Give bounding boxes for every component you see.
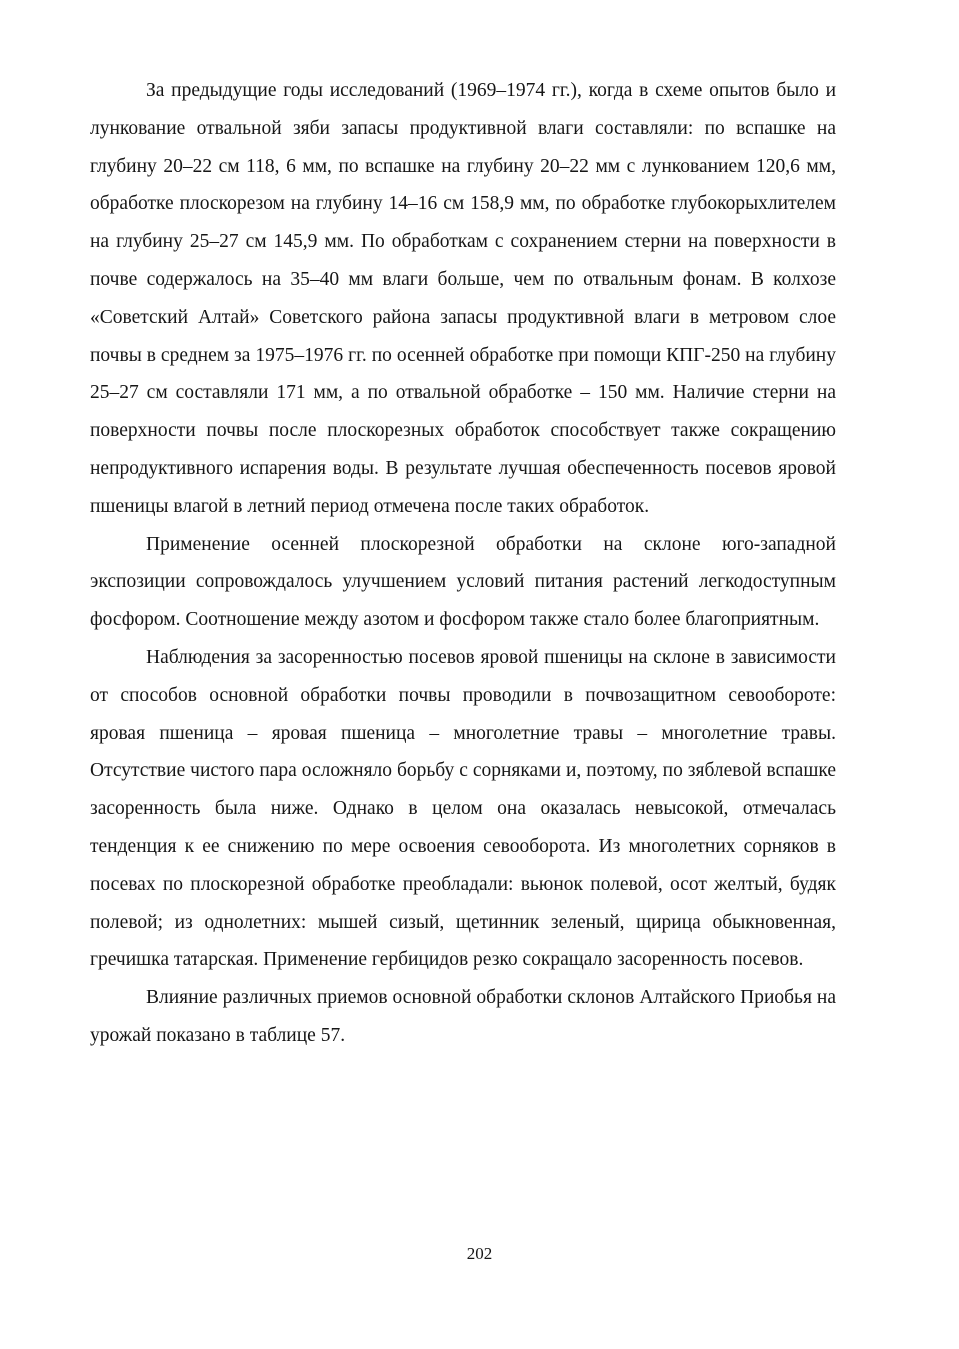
paragraph: Наблюдения за засоренностью посевов яровой пшеницы на склоне в зависимости от способов основной обработки почвы проводили в почвозащитном севообороте: яровая пшеница – яровая пшеница – многолетние травы – многолетние травы. Отсутствие чистого пара осложняло борьбу с сорняками и, поэтому, по зяблевой вспашке засоренность была ниже. Однако в целом она оказалась невысокой, отмечалась тенденция к ее снижению по мере освоения севооборота. Из многолетних сорняков в посевах по плоскорезной обработке преобладали: вьюнок полевой, осот желтый, будяк полевой; из однолетних: мышей сизый, щетинник зеленый, щирица обыкновенная, гречишка татарская. Применение гербицидов резко сокращало засоренность посевов. [90,646,836,971]
paragraph: Влияние различных приемов основной обработки склонов Алтайского Приобья на урожай показано в таблице 57. [90,987,836,1046]
paragraph: За предыдущие годы исследований (1969–1974 гг.), когда в схеме опытов было и лункование отвальной зяби запасы продуктивной влаги составляли: по вспашке на глубину 20–22 см 118, 6 мм, по вспашке на глубину 20–22 мм с лункованием 120,6 мм, обработке плоскорезом на глубину 14–16 см 158,9 мм, по обработке глубокорыхлителем на глубину 25–27 см 145,9 мм. По обработкам с сохранением стерни на поверхности в почве содержалось на 35–40 мм влаги больше, чем по отвальным фонам. В колхозе «Советский Алтай» Советского района запасы продуктивной влаги в метровом слое почвы в среднем за 1975–1976 гг. по осенней обработке при помощи КПГ-250 на глубину 25–27 см составляли 171 мм, а по отвальной обработке – 150 мм. Наличие стерни на поверхности почвы после плоскорезных обработок способствует также сокращению непродуктивного испарения воды. В результате лучшая обеспеченность посевов яровой пшеницы влагой в летний период отмечена после таких обработок. [90,80,836,517]
page-body [90,72,836,1055]
paragraph: Применение осенней плоскорезной обработки на склоне юго-западной экспозиции сопровождалось улучшением условий питания растений легкодоступным фосфором. Соотношение между азотом и фосфором также стало более благоприятным. [90,533,836,631]
page-number: 202 [466,1244,493,1263]
